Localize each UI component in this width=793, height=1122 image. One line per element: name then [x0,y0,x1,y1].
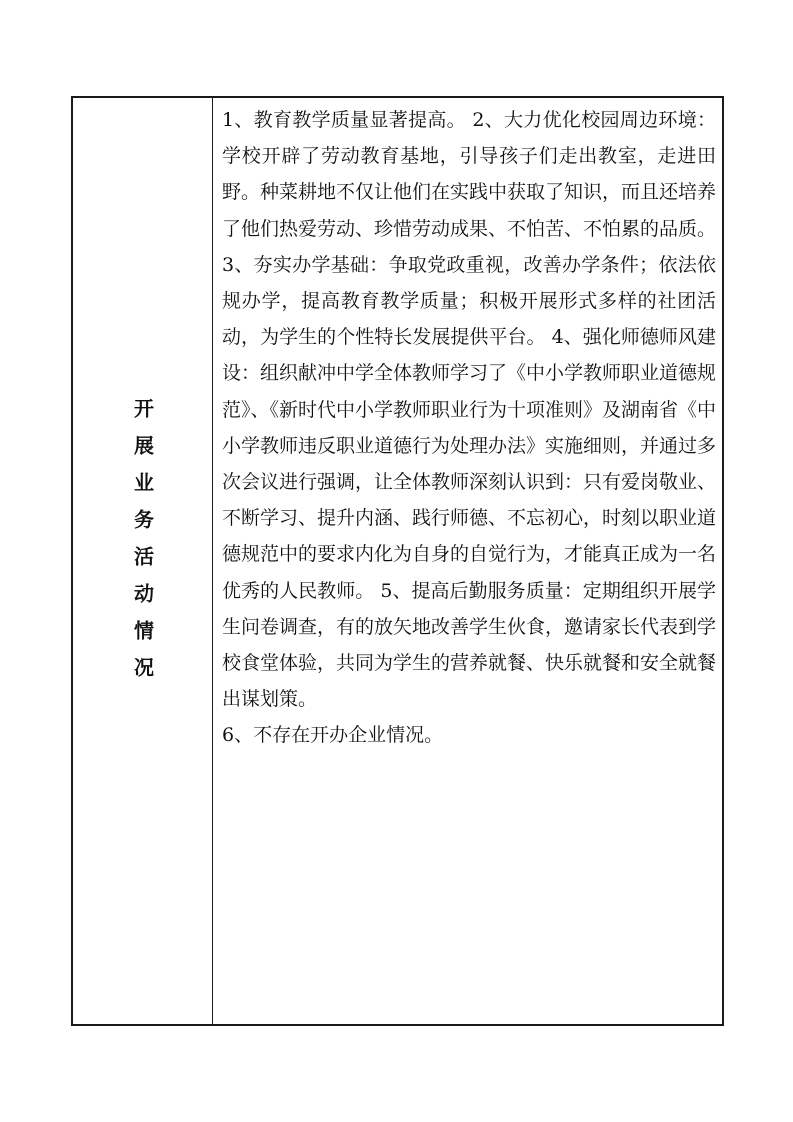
activity-table [71,96,724,1026]
content-cell [213,98,722,1024]
content-paragraph: 6、不存在开办企业情况。 [222,724,444,747]
label-cell [73,98,213,1024]
row-label: 开展业务活动情况 [130,398,155,694]
content-paragraph: 1、教育教学质量显著提高。 2、大力优化校园周边环境：学校开辟了劳动教育基地，引导孩子们走出教室，走进田野。种菜耕地不仅让他们在实践中获取了知识，而且还培养了他们热爱劳动、珍惜劳动成果、不怕苦、不怕累的品质。 3、夯实办学基础：争取党政重视，改善办学条件；依法依规办学，提高教育教学质量；积极开展形式多样的社团活动，为学生的个性特长发展提供平台。 4、强化师德师风建设：组织献冲中学全体教师学习了《中小学教师职业道德规范》、《新时代中小学教师职业行为十项准则》及湖南省《中小学教师违反职业道德行为处理办法》实施细则，并通过多次会议进行强调，让全体教师深刻认识到：只有爱岗敬业、不断学习、提升内涵、践行师德、不忘初心，时刻以职业道德规范中的要求内化为自身的自觉行为，才能真正成为一名优秀的人民教师。 5、提高后勤服务质量：定期组织开展学生问卷调查，有的放矢地改善学生伙食，邀请家长代表到学校食堂体验，共同为学生的营养就餐、快乐就餐和安全就餐出谋划策。 [222,109,717,711]
